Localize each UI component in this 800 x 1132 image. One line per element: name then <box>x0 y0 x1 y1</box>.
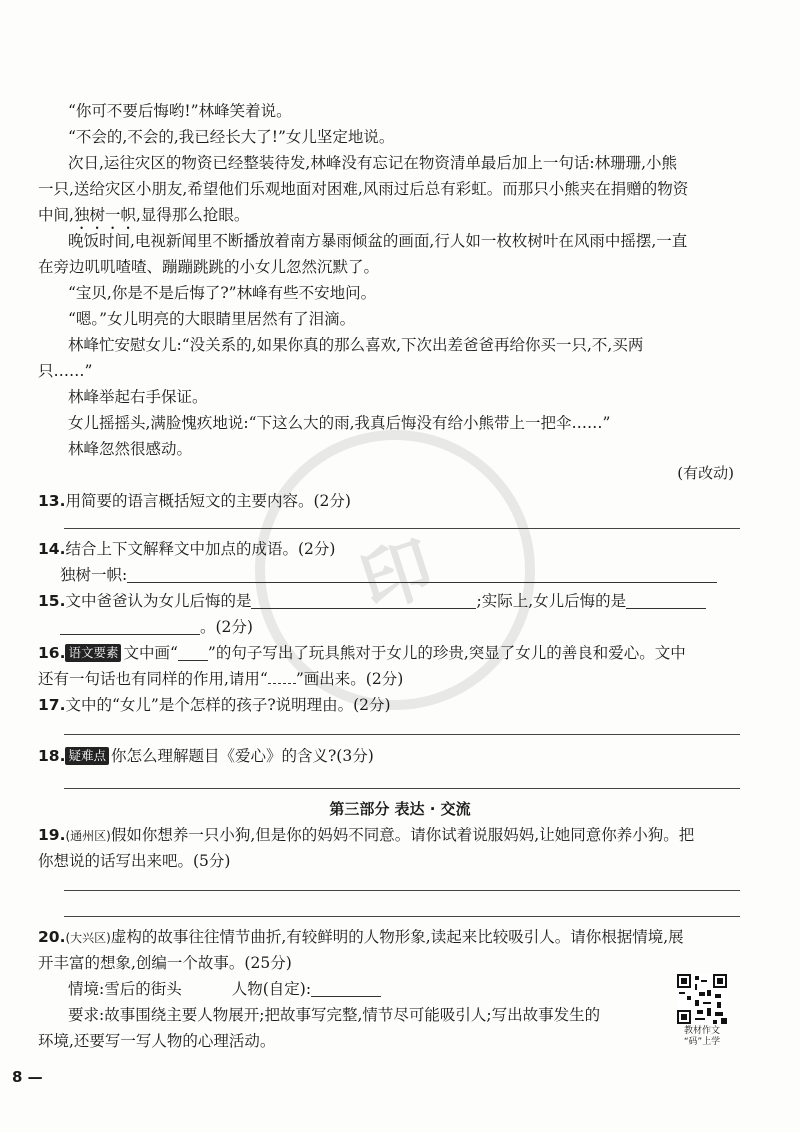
answer-line[interactable] <box>64 890 740 891</box>
story-paragraph: 晚饭时间,电视新闻里不断播放着南方暴雨倾盆的画面,行人如一枚枚树叶在风雨中摇摆,一直 <box>68 232 688 250</box>
answer-line[interactable] <box>64 528 740 529</box>
answer-blank[interactable] <box>251 592 476 609</box>
question-13: 13.用简要的语言概括短文的主要内容。(2分) <box>38 492 351 510</box>
answer-blank[interactable] <box>127 566 717 583</box>
question-15-cont: 。(2分) <box>60 616 740 638</box>
answer-blank[interactable] <box>626 592 706 609</box>
question-19-cont: 你想说的话写出来吧。(5分) <box>38 852 231 870</box>
question-15: 15.文中爸爸认为女儿后悔的是 ;实际上,女儿后悔的是 <box>38 590 740 612</box>
answer-blank[interactable] <box>60 618 200 635</box>
section-heading: 第三部分 表达 · 交流 <box>329 800 471 818</box>
question-18: 18. 疑难点 你怎么理解题目《爱心》的含义?(3分) <box>38 747 374 765</box>
story-paragraph: 一只,送给灾区小朋友,希望他们乐观地面对困难,风雨过后总有彩虹。而那只小熊夹在捐赠的物资 <box>38 180 689 198</box>
source-note: (有改动) <box>677 464 734 482</box>
requirements-line: 环境,还要写一写人物的心理活动。 <box>38 1032 276 1050</box>
qr-caption: 教材作文 “码”上学 <box>683 1026 721 1047</box>
tag-badge: 语文要素 <box>65 644 121 662</box>
story-paragraph: 在旁边叽叽喳喳、蹦蹦跳跳的小女儿忽然沉默了。 <box>38 258 380 276</box>
question-14-sub: 独树一帜: <box>60 564 740 586</box>
page-number: 8 — <box>12 1068 43 1086</box>
story-paragraph: 林峰忽然很感动。 <box>68 440 193 458</box>
story-paragraph: 次日,运往灾区的物资已经整装待发,林峰没有忘记在物资清单最后加上一句话:林珊珊,小熊 <box>68 154 678 172</box>
story-paragraph: “嗯。”女儿明亮的大眼睛里居然有了泪滴。 <box>68 310 356 328</box>
story-paragraph: “宝贝,你是不是后悔了?”林峰有些不安地问。 <box>68 284 377 302</box>
question-19: 19.(通州区)假如你想养一只小狗,但是你的妈妈不同意。请你试着说服妈妈,让她同意你养小狗。把 <box>38 826 695 844</box>
tag-badge: 疑难点 <box>65 747 109 765</box>
answer-line[interactable] <box>64 734 740 735</box>
question-17: 17.文中的“女儿”是个怎样的孩子?说明理由。(2分) <box>38 696 391 714</box>
watermark-stamp: 印 <box>219 394 572 747</box>
story-paragraph: 林峰举起右手保证。 <box>68 388 208 406</box>
story-paragraph: “不会的,不会的,我已经长大了!”女儿坚定地说。 <box>68 128 395 146</box>
story-paragraph: 林峰忙安慰女儿:“没关系的,如果你真的那么喜欢,下次出差爸爸再给你买一只,不,买两 <box>68 336 644 354</box>
question-14: 14.结合上下文解释文中加点的成语。(2分) <box>38 540 336 558</box>
wavy-mark <box>268 671 296 684</box>
story-paragraph: “你可不要后悔哟!”林峰笑着说。 <box>68 102 292 120</box>
answer-line[interactable] <box>64 916 740 917</box>
answer-blank[interactable] <box>311 980 381 997</box>
story-paragraph: 女儿摇摇头,满脸愧疚地说:“下这么大的雨,我真后悔没有给小熊带上一把伞……” <box>68 414 611 432</box>
qr-code-icon[interactable] <box>677 974 727 1024</box>
answer-line[interactable] <box>64 788 740 789</box>
situation-line: 情境:雪后的街头 人物(自定): <box>68 978 660 1000</box>
dotted-idiom: 独树一帜 <box>73 206 136 224</box>
requirements-line: 要求:故事围绕主要人物展开;把故事写完整,情节尽可能吸引人;写出故事发生的 <box>68 1006 601 1024</box>
question-20-cont: 开丰富的想象,创编一个故事。(25分) <box>38 954 292 972</box>
question-20: 20.(大兴区)虚构的故事往往情节曲折,有较鲜明的人物形象,读起来比较吸引人。请你根据情境,展 <box>38 928 684 946</box>
story-paragraph: 只……” <box>38 362 93 380</box>
story-paragraph: 中间,独树一帜,显得那么抢眼。 <box>38 206 250 224</box>
question-16: 16. 语文要素 文中画“ ”的句子写出了玩具熊对于女儿的珍贵,突显了女儿的善良和爱心。文中 <box>38 644 686 662</box>
question-16-cont: 还有一句话也有同样的作用,请用“ ”画出来。(2分) <box>38 670 404 688</box>
underline-mark <box>178 646 208 661</box>
